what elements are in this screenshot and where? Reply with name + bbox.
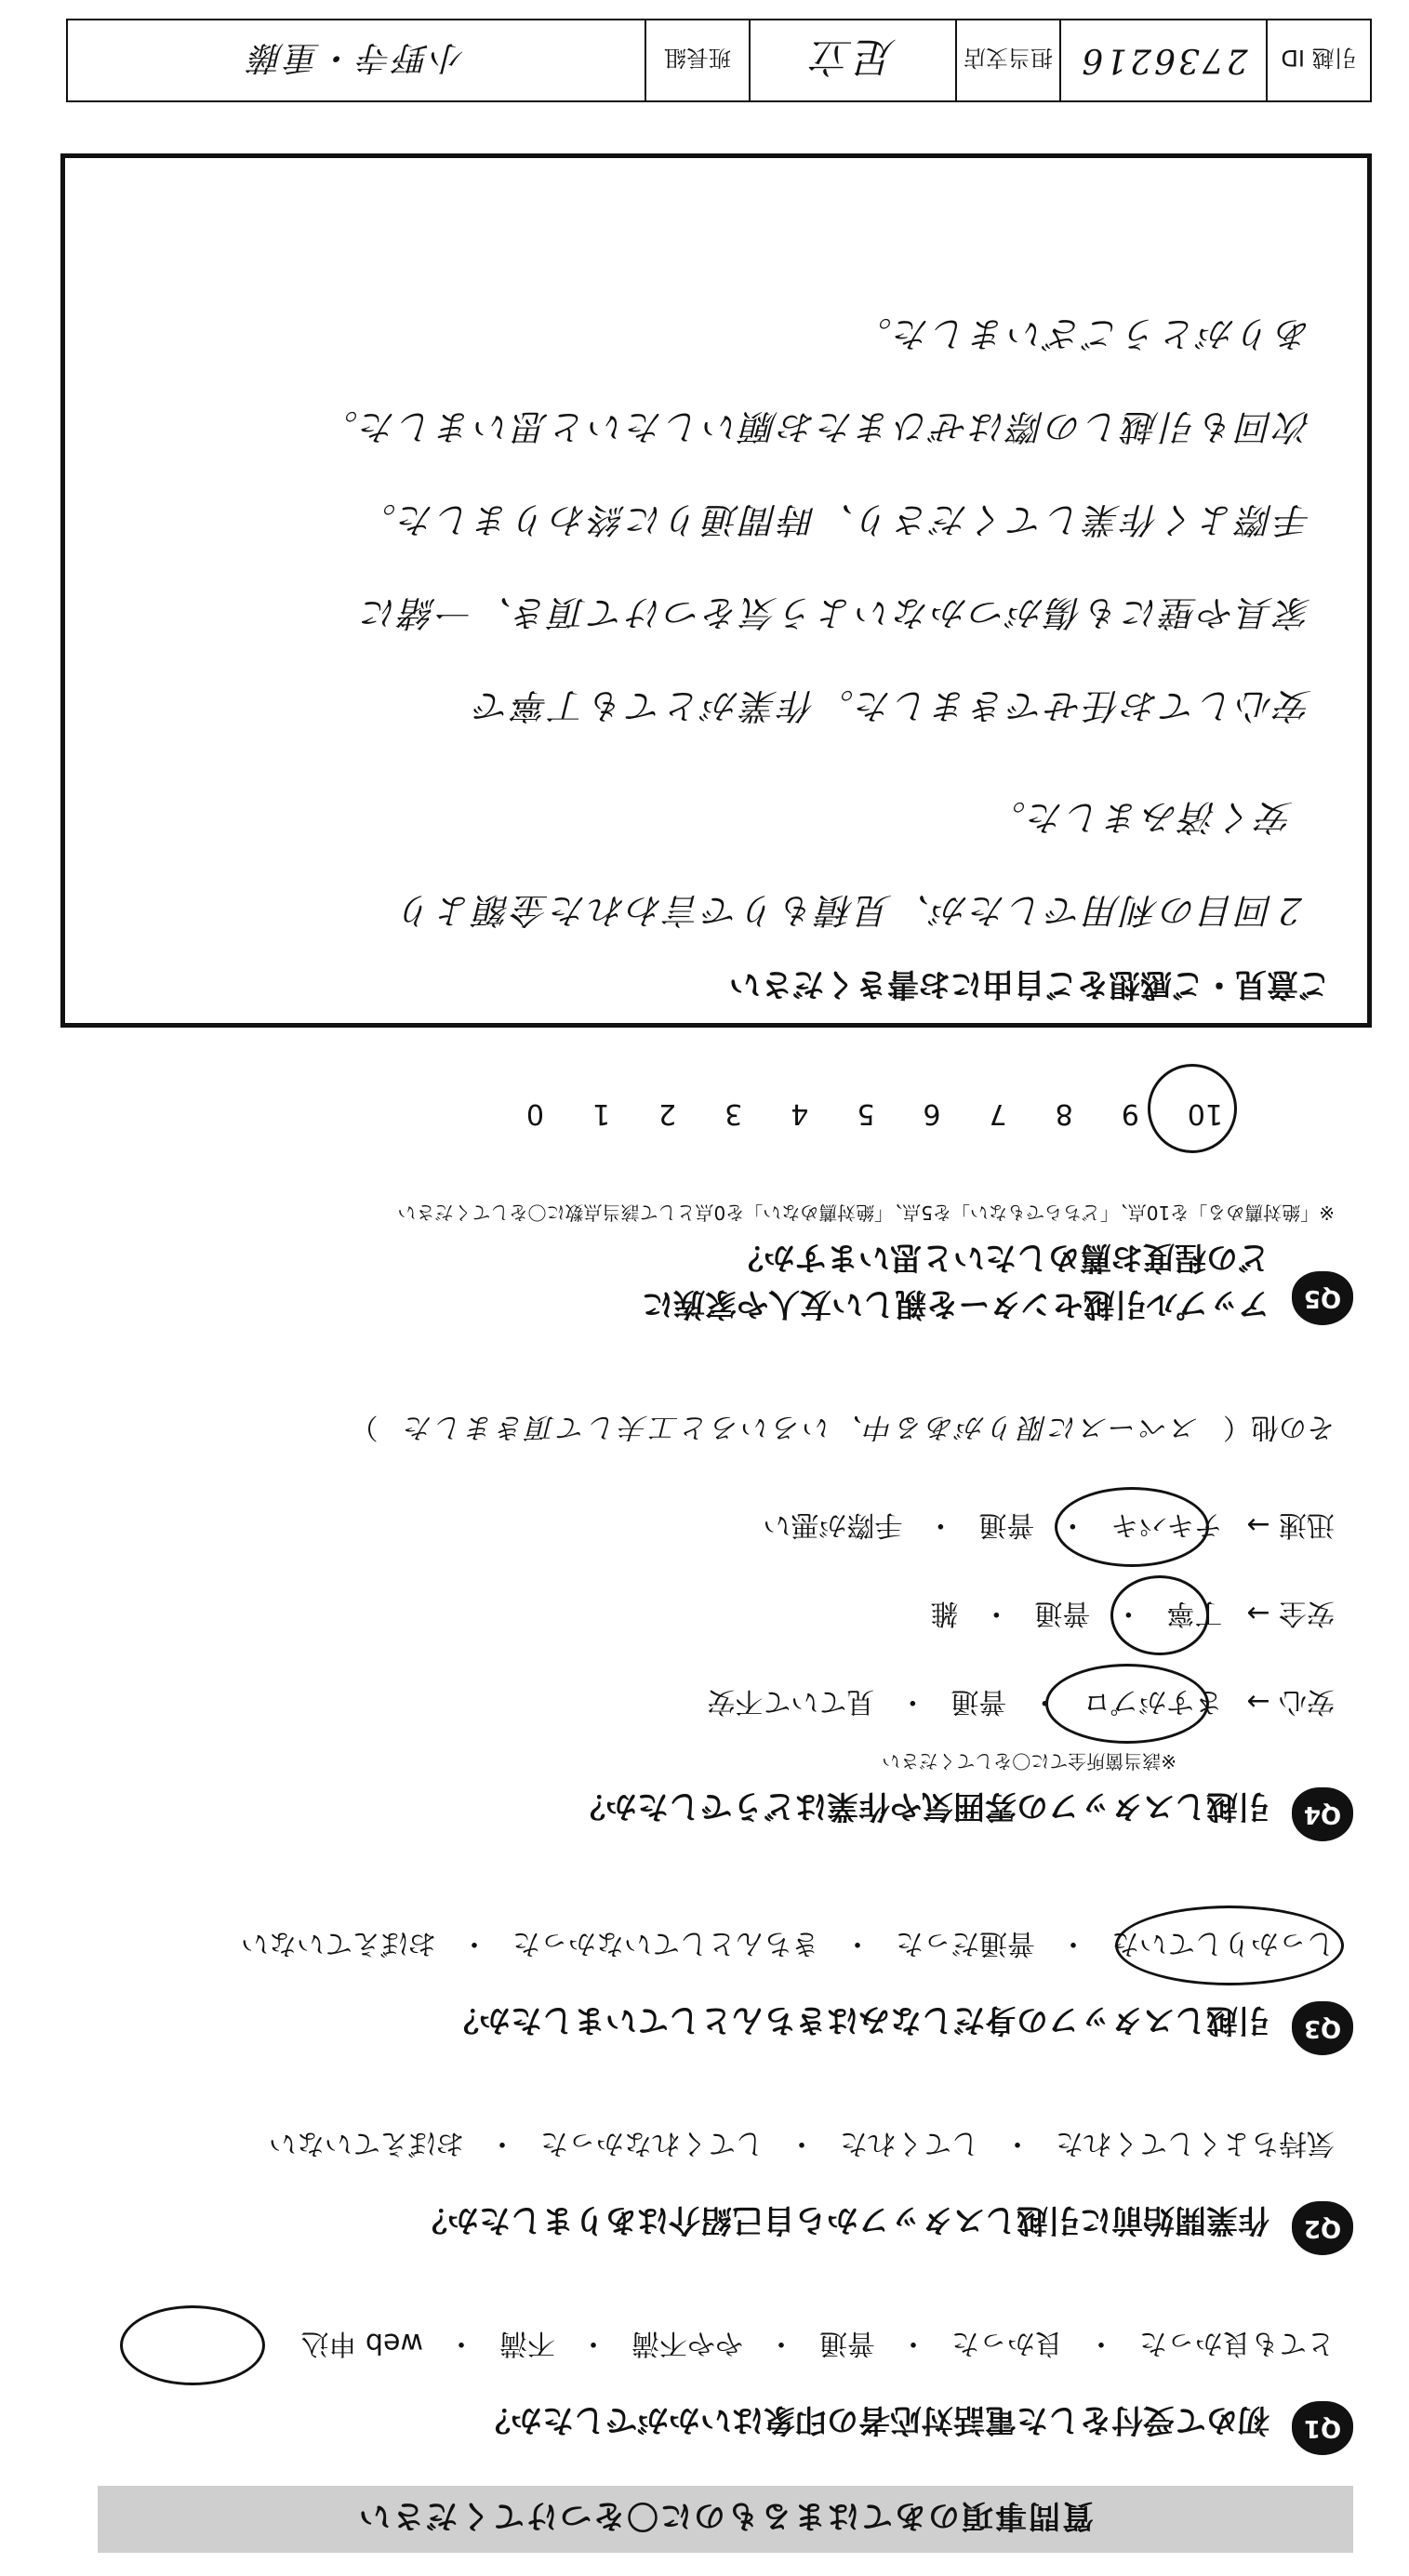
comments-heading: ご意見・ご感想をご自由にお書きください	[729, 965, 1330, 1003]
q1-option[interactable]: 良かった	[951, 2327, 1063, 2359]
q3-option[interactable]: おぼえていない	[241, 1927, 436, 1959]
comment-line: ありがとうございました。	[853, 313, 1311, 354]
q5-question-line2: どの程度お薦めしたいと思いますか？	[732, 1239, 1269, 1276]
id-label: 引越 ID	[1266, 20, 1370, 100]
q3-badge	[1292, 2001, 1353, 2055]
q4-row-label: 迅速 →	[1246, 1508, 1335, 1541]
q2-badge-label: Q2	[1303, 2214, 1342, 2242]
q5-note: ※「絶対薦める」を10点、「どちらでもない」を5点、「絶対薦めない」を0点として該当点数に〇をしてください	[397, 1202, 1335, 1224]
q4-option[interactable]: 普通	[978, 1508, 1035, 1541]
q5-score[interactable]: 8	[1055, 1097, 1073, 1130]
q5-score[interactable]: 7	[989, 1097, 1007, 1130]
q5-score[interactable]: 1	[592, 1097, 611, 1130]
q4-row-label: 安全 →	[1246, 1597, 1335, 1629]
q1-option[interactable]: とても良かった	[1139, 2327, 1335, 2359]
q5-score[interactable]: 5	[857, 1097, 875, 1130]
q5-score[interactable]: 4	[791, 1097, 809, 1130]
branch-value: 足立	[749, 20, 955, 100]
comment-line: 家具や壁にも傷がつかないよう気をつけて頂き、一緒に	[359, 592, 1311, 633]
q3-options: しっかりしていた ・ 普通だった ・ きちんとしていなかった ・ おぼえていない	[241, 1926, 1335, 1967]
q5-score[interactable]: 6	[923, 1097, 941, 1130]
q1-options: とても良かった ・ 良かった ・ 普通 ・ やや不満 ・ 不満 ・ web 申込	[300, 2326, 1335, 2367]
q5-score[interactable]: 0	[525, 1097, 544, 1130]
q4-jinsoku-circle	[1055, 1487, 1209, 1567]
staff-value: 小野寺・重藤	[247, 38, 466, 77]
q4-anshin-circle	[1045, 1664, 1209, 1744]
q4-other-label: その他（	[1223, 1411, 1335, 1443]
q2-option[interactable]: 気持ちよくしてくれた	[1056, 2127, 1335, 2159]
q1-badge	[1292, 2401, 1353, 2455]
q1-badge-label: Q1	[1303, 2414, 1342, 2442]
q4-option[interactable]: 普通	[950, 1685, 1007, 1718]
q4-other-row	[79, 1410, 1335, 1451]
q2-options: 気持ちよくしてくれた ・ してくれた ・ してくれなかった ・ おぼえていない	[269, 2126, 1335, 2167]
q4-option[interactable]: さすがプロ	[1083, 1685, 1223, 1718]
q1-option[interactable]: 普通	[819, 2327, 875, 2359]
footer-id-table	[66, 19, 1372, 102]
q2-question: 作業開始前に引越しスタッフから自己紹介はありましたか？	[416, 2201, 1269, 2238]
id-value: 2736216	[1059, 20, 1266, 100]
comments-box	[60, 153, 1372, 1028]
q5-selection-circle	[1148, 1064, 1237, 1153]
comment-line: 安く済みました。	[987, 797, 1293, 838]
q5-score[interactable]: 10	[1187, 1097, 1223, 1130]
q4-other-close: ）	[350, 1411, 379, 1443]
q3-option[interactable]: きちんとしていなかった	[512, 1927, 819, 1959]
q4-other-text[interactable]: スペースに限りがある中、いろいろと工夫して頂きました	[402, 1411, 1199, 1443]
q5-badge	[1292, 1271, 1353, 1325]
q5-badge-label: Q5	[1303, 1284, 1342, 1312]
q5-score[interactable]: 2	[658, 1097, 677, 1130]
q4-option[interactable]: テキパキ	[1110, 1508, 1223, 1541]
q3-option[interactable]: 普通だった	[896, 1927, 1035, 1959]
q4-note: ※該当箇所全てに〇をしてください	[882, 1750, 1176, 1773]
instruction-bar	[98, 2486, 1353, 2553]
q5-score[interactable]: 3	[724, 1097, 743, 1130]
q4-anzen-circle	[1110, 1575, 1209, 1655]
q1-question: 初めて受付をした電話対応者の印象はいかがでしたか？	[479, 2401, 1269, 2438]
q2-option[interactable]: してくれた	[840, 2127, 979, 2159]
q2-option[interactable]: してくれなかった	[540, 2127, 764, 2159]
q4-option[interactable]: 丁寧	[1166, 1597, 1223, 1629]
branch-label: 担当支店	[955, 20, 1059, 100]
q4-row-anshin: 安心 → さすがプロ ・ 普通 ・ 見ていて不安	[707, 1684, 1335, 1725]
comment-line: 次回も引越しの際はぜひまたお願いしたいと思いました。	[319, 406, 1311, 447]
q2-badge	[1292, 2201, 1353, 2255]
q4-badge	[1292, 1787, 1353, 1841]
comment-line: 手際よく作業してくださり、時間通りに終わりました。	[357, 499, 1311, 540]
q3-question: 引越しスタッフの身だしなみはきちんとしていましたか？	[447, 2001, 1269, 2038]
q5-question-line1: アップル引越センターを親しい友人や家族に	[642, 1285, 1269, 1322]
q3-selection-circle	[1115, 1905, 1344, 1985]
comment-line: 安心してお任せできました。作業がとても丁寧で	[472, 685, 1311, 726]
q2-option[interactable]: おぼえていない	[269, 2127, 464, 2159]
q4-option[interactable]: 見ていて不安	[707, 1685, 875, 1718]
q4-option[interactable]: 普通	[1034, 1597, 1091, 1629]
q1-selection-circle	[120, 2305, 265, 2385]
comment-line: ２回目の利用でしたが、見積もりで言われた金額より	[395, 890, 1311, 931]
q4-badge-label: Q4	[1303, 1800, 1342, 1828]
q5-scale	[526, 1097, 1223, 1130]
staff-label: 班長組	[645, 20, 749, 100]
q1-option[interactable]: 不満	[499, 2327, 555, 2359]
q4-row-label: 安心 →	[1246, 1685, 1335, 1718]
q4-option[interactable]: 手際が悪い	[763, 1508, 903, 1541]
q3-option[interactable]: しっかりしていた	[1111, 1927, 1335, 1959]
q3-badge-label: Q3	[1303, 2014, 1342, 2042]
q4-row-jinsoku: 迅速 → テキパキ ・ 普通 ・ 手際が悪い	[763, 1507, 1335, 1548]
q5-score[interactable]: 9	[1121, 1097, 1139, 1130]
q4-question: 引越しスタッフの雰囲気や作業はどうでしたか？	[574, 1787, 1269, 1825]
q1-option[interactable]: やや不満	[631, 2327, 743, 2359]
q4-row-anzen: 安全 → 丁寧 ・ 普通 ・ 雑	[930, 1596, 1335, 1637]
instruction-text: 質問事項のあてはまるものに〇をつけてください	[357, 2497, 1094, 2535]
q1-option[interactable]: web 申込	[300, 2327, 423, 2359]
q4-option[interactable]: 雑	[930, 1597, 959, 1629]
